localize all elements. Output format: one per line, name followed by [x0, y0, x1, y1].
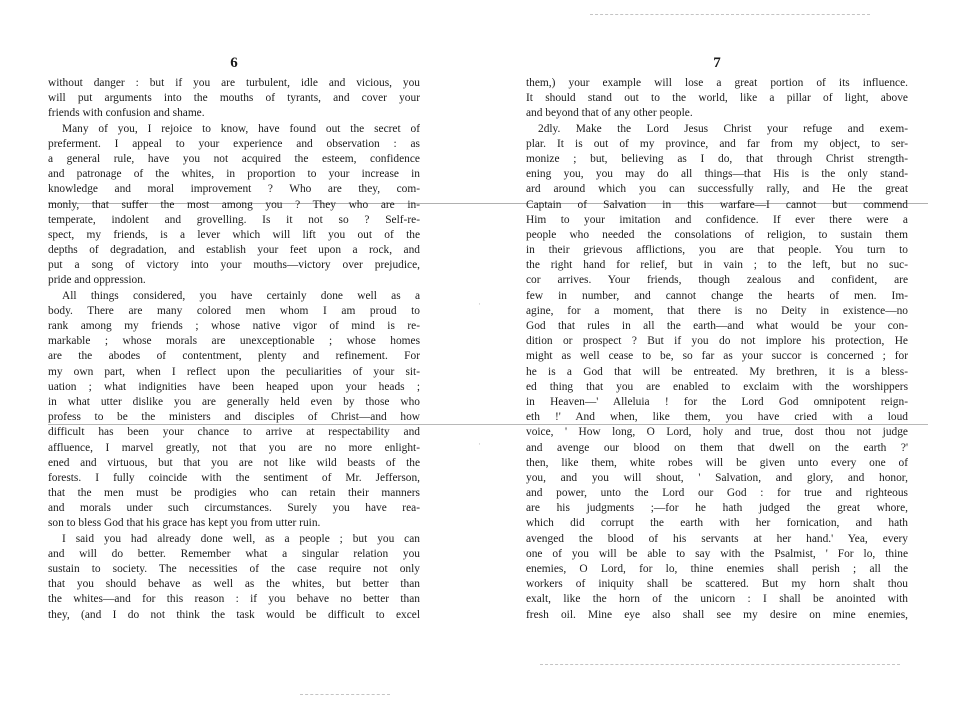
page-body: [526, 76, 908, 623]
text-line: Many of you, I rejoice to know, have found out the secret of: [62, 122, 420, 135]
text-line: and avenge our blood on them that dwell on the earth ?': [526, 441, 908, 454]
text-line: uation ; what indignities have been heaped upon your heads ;: [48, 380, 420, 393]
text-line: enemies, O Lord, for lo, thine enemies shall perish ; all the: [526, 563, 908, 575]
text-line: preferment. I appeal to your experience and observation : as: [48, 137, 420, 150]
text-line: 2dly. Make the Lord Jesus Christ your refuge and exem-: [538, 122, 908, 135]
text-line: agine, for a moment, that there is no Deity in existence—no: [526, 304, 908, 317]
text-line: dition or prospect ? But if you do not implore his protection, He: [526, 335, 908, 348]
text-line: will put arguments into the mouths of tyrants, and cover your: [48, 92, 420, 105]
text-line: in what utter dislike you are generally held even by those who: [48, 395, 420, 408]
text-line: temperate, indolent and grovelling. Is it not so ? Self-re-: [48, 213, 420, 226]
text-line: All things considered, you have certainly done well as a: [62, 289, 420, 302]
text-line: cor arrives. Your friends, though zealous and confident, are: [526, 274, 908, 287]
page-body: [48, 76, 420, 623]
text-line: then, like them, white robes will be given unto every one of: [526, 456, 908, 469]
text-line: few in number, and cannot change the hearts of men. Im-: [526, 289, 908, 302]
right-page: [526, 52, 908, 623]
text-line: you, and you will shout, ' Salvation, and glory, and honor,: [526, 471, 908, 484]
text-line: workers of iniquity shall be scattered. But my horn shalt thou: [526, 578, 908, 591]
text-line: might as well cease to be, so far as your succor is concerned ; for: [526, 350, 908, 363]
text-line: spect, my friends, is a lever which will lift you out of the: [48, 228, 420, 241]
text-line: the whites—and for this reason : if you behave no better than: [48, 593, 420, 606]
text-line: and beyond that of any other people.: [526, 107, 693, 120]
text-line: voice, ' How long, O Lord, holy and true, dost thou not judge: [526, 426, 908, 439]
text-line: and power, unto the Lord our God : for true and righteous: [526, 487, 908, 500]
text-line: It should stand out to the world, like a pillar of light, above: [526, 92, 908, 105]
text-line: monize ; but, believing as I do, that through Christ strength-: [526, 152, 908, 165]
text-line: rank among my friends ; whose native vigor of mind is re-: [48, 320, 420, 332]
text-line: my own part, when I reflect upon the peculiarities of your sit-: [48, 365, 420, 378]
text-line: ened and virtuous, but that you are not like wild beasts of the: [48, 456, 420, 469]
text-line: Him to your imitation and confidence. If ever there were a: [526, 213, 908, 226]
text-line: he is a God that will be entreated. My brethren, it is a bless-: [526, 365, 908, 378]
text-line: without danger : but if you are turbulent, idle and vicious, you: [48, 77, 420, 89]
text-line: friends with confusion and shame.: [48, 107, 205, 120]
text-line: avenged the blood of his servants at her hand.' Yea, every: [526, 532, 908, 545]
page-number: 6: [230, 55, 238, 71]
scan-artifact-bottom-right: [540, 664, 900, 665]
text-line: ed thing that you are enabled to exclaim with the worshippers: [526, 380, 908, 393]
gutter-mark: ·: [478, 439, 481, 449]
text-line: them,) your example will lose a great portion of its influence.: [526, 77, 908, 89]
text-line: that you should behave as well as the whites, but better than: [48, 578, 420, 591]
text-line: exalt, like the horn of the unicorn : I shall be anointed with: [526, 593, 908, 606]
text-line: God that rules in all the earth—and what would be your con-: [526, 320, 908, 332]
text-line: and morals under such circumstances. Surely you have rea-: [48, 502, 420, 515]
text-line: affluence, I marvel greatly, not that you are no more enlight-: [48, 441, 420, 454]
text-line: profess to be the ministers and disciples of Christ—and how: [48, 411, 420, 424]
text-line: sustain to society. The necessities of the case require not only: [48, 563, 420, 575]
text-line: Captain of Salvation in this warfare—I cannot but commend: [526, 198, 908, 211]
page-number: 7: [713, 55, 721, 71]
text-line: put a song of victory into your mouths—victory over prejudice,: [48, 259, 420, 272]
text-line: ard around which you can successfully rally, and He the great: [526, 183, 908, 196]
text-line: body. There are many colored men whom I am proud to: [48, 304, 420, 317]
text-line: in Heaven—' Alleluia ! for the Lord God omnipotent reign-: [526, 395, 908, 408]
left-page: [48, 52, 420, 623]
scan-artifact-top: [590, 14, 870, 15]
text-line: plar. It is out of my province, and far from my object, to ser-: [526, 137, 908, 150]
scan-artifact-bottom-left: [300, 694, 390, 695]
gutter-mark: ·: [478, 299, 481, 309]
text-line: are his judgments ;—for he hath judged the great whore,: [526, 502, 908, 515]
text-line: the right hand for relief, but in vain ; to the left, but no suc-: [526, 259, 908, 272]
text-line: markable ; whose morals are unexceptionable ; whose homes: [48, 335, 420, 348]
text-line: monly, that suffer the most among you ? They who are in-: [48, 198, 420, 211]
text-line: forests. I fully coincide with the sentiment of Mr. Jefferson,: [48, 471, 420, 484]
text-line: I said you had already done well, as a people ; but you can: [62, 532, 420, 545]
text-line: pride and oppression.: [48, 274, 146, 287]
text-line: knowledge and moral improvement ? Who are they, com-: [48, 183, 420, 196]
text-line: one of you will be able to say with the Psalmist, ' For lo, thine: [526, 547, 908, 560]
text-line: ening you, you may do all things—that His is the only stand-: [526, 168, 908, 181]
text-line: son to bless God that his grace has kept you from utter ruin.: [48, 517, 321, 530]
text-line: which did corrupt the earth with her fornication, and hath: [526, 517, 908, 530]
text-line: eth !' And when, like them, you have cried with a loud: [526, 411, 908, 424]
text-line: people who needed the consolations of religion, to sustain them: [526, 228, 908, 241]
text-line: depths of degradation, and establish your feet upon a rock, and: [48, 244, 420, 257]
text-line: that the men must be prodigies who can retain their manners: [48, 487, 420, 500]
text-line: a general rule, have you not acquired the esteem, confidence: [48, 152, 420, 165]
text-line: in their grievous afflictions, you are that people. You turn to: [526, 244, 908, 257]
text-line: fresh oil. Mine eye also shall see my desire on mine enemies,: [526, 608, 908, 621]
text-line: and patronage of the whites, in proportion to your increase in: [48, 168, 420, 181]
text-line: they, (and I do not think the task would be difficult to excel: [48, 608, 420, 621]
text-line: are the abodes of contentment, plenty and refinement. For: [48, 350, 420, 363]
text-line: difficult has been your chance to arrive at respectability and: [48, 426, 420, 439]
text-line: and will do better. Remember what a singular relation you: [48, 547, 420, 560]
